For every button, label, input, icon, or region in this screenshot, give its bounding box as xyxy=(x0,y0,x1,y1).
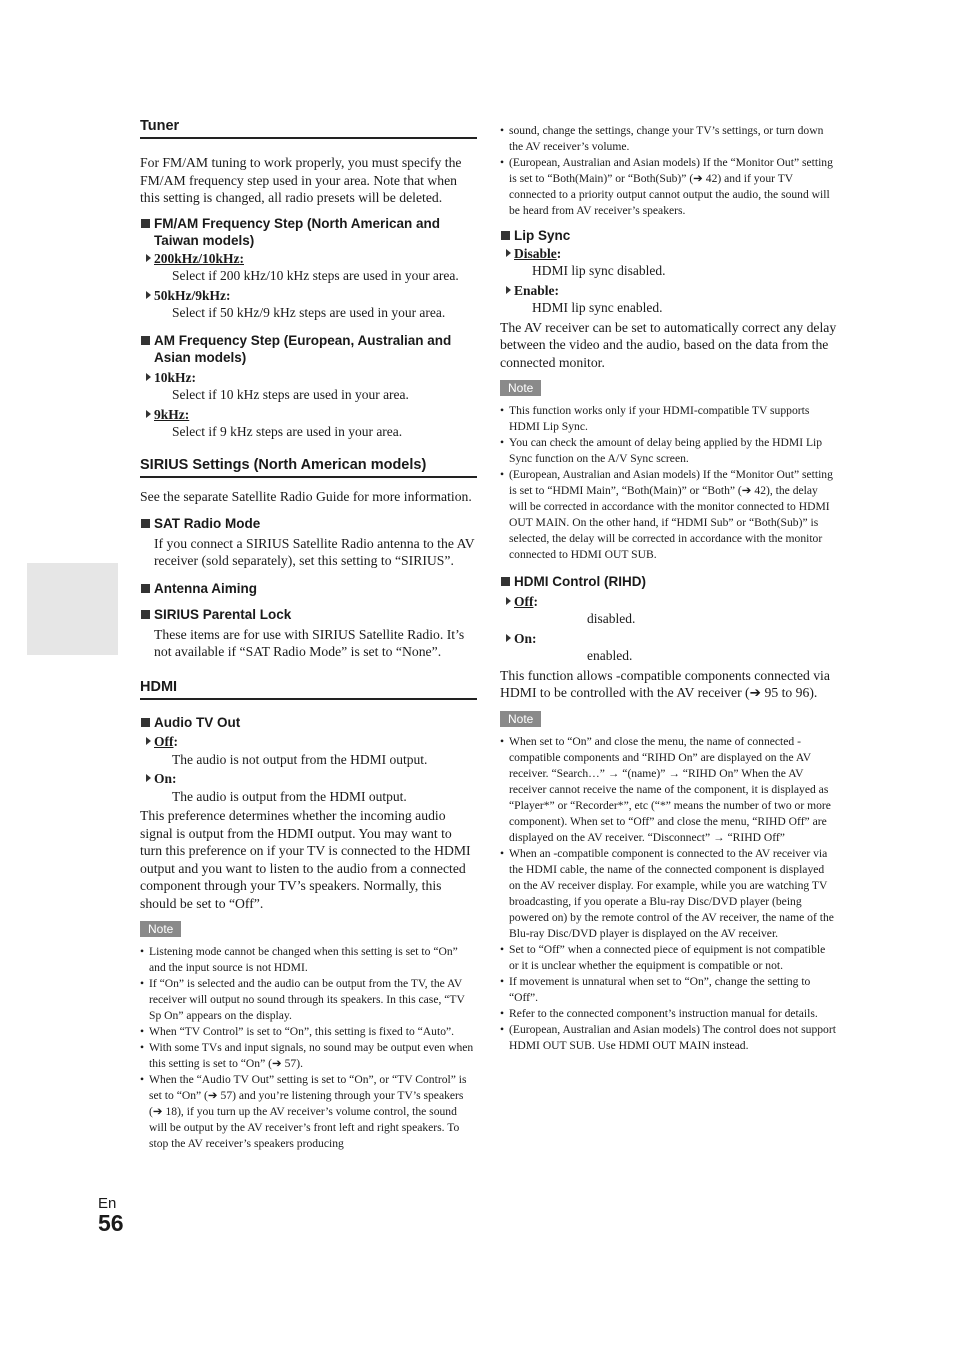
note-continuation: • sound, change the settings, change your TV’s settings, or turn down the AV receiver’s volume. xyxy=(500,123,837,155)
rihd-off-desc: disabled. xyxy=(587,611,636,626)
rihd-heading: HDMI Control (RIHD) xyxy=(500,573,837,591)
audio-tv-out-heading: Audio TV Out xyxy=(140,714,477,732)
sirius-heading: SIRIUS Settings (North American models) xyxy=(140,457,477,478)
parental-lock-heading: SIRIUS Parental Lock xyxy=(140,606,477,624)
language-label: En xyxy=(98,1195,117,1212)
rihd-notes-list xyxy=(500,734,837,1054)
note-item: • When set to “On” and close the menu, the name of connected -compatible components and “RIHD On” are displayed on the AV receiver. “Search…” → “(name)” → “RIHD On” When the AV receiver cannot receive the name of the component, it is displayed as “Player*” or “Recorder*”, etc (“*” means the number of two or more component). When set to “Off” and close the menu, “RIHD Off” are displayed on the AV receiver. “Disconnect” → “RIHD Off” xyxy=(500,734,837,846)
note-label: Note xyxy=(500,380,541,396)
am-option-1-desc: Select if 10 kHz steps are used in your area. xyxy=(172,387,409,402)
rihd-on-option: On: xyxy=(500,630,837,648)
fm-step-heading: FM/AM Frequency Step (North American and Taiwan models) xyxy=(140,215,477,250)
note-item: • When the “Audio TV Out” setting is set to “On”, or “TV Control” is set to “On” (➔ 57) and you’re listening through your TV’s speakers (➔ 18), if you turn up the AV receiver’s volume control, the sound will be output by the AV receiver’s front left and right speakers. To stop the AV receiver’s speakers producing xyxy=(140,1072,477,1152)
note-item: • If “On” is selected and the audio can be output from the TV, the AV receiver will output no sound through its speakers. In this case, “TV Sp On” appears on the display. xyxy=(140,976,477,1024)
page-number-value: 56 xyxy=(98,1210,124,1236)
note-item: • You can check the amount of delay being applied by the HDMI Lip Sync function on the A/V Sync screen. xyxy=(500,435,837,467)
rihd-body: This function allows -compatible components connected via HDMI to be controlled with the AV receiver (➔ 95 to 96). xyxy=(500,667,830,700)
note-item: • When “TV Control” is set to “On”, this setting is fixed to “Auto”. xyxy=(140,1024,477,1040)
continued-notes xyxy=(500,123,837,219)
am-step-heading: AM Frequency Step (European, Australian and Asian models) xyxy=(140,332,477,367)
note-item: • This function works only if your HDMI-compatible TV supports HDMI Lip Sync. xyxy=(500,403,837,435)
note-item: • Listening mode cannot be changed when this setting is set to “On” and the input source is not HDMI. xyxy=(140,944,477,976)
fm-option-1: 200kHz/10kHz: xyxy=(140,250,477,268)
lip-sync-body: The AV receiver can be set to automatically correct any delay between the video and the audio, based on the data from the connected monitor. xyxy=(500,319,837,370)
fm-option-2: 50kHz/9kHz: xyxy=(140,287,477,305)
note-item: • Set to “Off” when a connected piece of equipment is not compatible or it is unclear whether the equipment is compatible or not. xyxy=(500,942,837,974)
am-option-2-desc: Select if 9 kHz steps are used in your area. xyxy=(172,424,403,439)
lip-enable-desc: HDMI lip sync enabled. xyxy=(532,300,663,315)
audio-off-desc: The audio is not output from the HDMI output. xyxy=(172,751,428,767)
page-number xyxy=(98,1195,128,1237)
am-option-1: 10kHz: xyxy=(140,369,477,387)
audio-off-option: Off: xyxy=(140,733,477,751)
audio-notes-list xyxy=(140,944,477,1152)
sirius-intro: See the separate Satellite Radio Guide for more information. xyxy=(140,488,472,504)
note-item: • When an -compatible component is connected to the AV receiver via the HDMI cable, the name of the connected component is displayed on the AV receiver display. For example, while you are watching TV broadcasting, if you operate a Blu-ray Disc/DVD player (being powered on) by the remote control of the AV receiver, the name of the Blu-ray Disc/DVD player is displayed on the AV receiver. xyxy=(500,846,837,942)
rihd-off-option: Off: xyxy=(500,593,837,611)
lip-notes-list xyxy=(500,403,837,563)
sat-radio-heading: SAT Radio Mode xyxy=(140,515,477,533)
note-item: • (European, Australian and Asian models) If the “Monitor Out” setting is set to “HDMI Main”, “Both(Main)” or “Both” (➔ 42), the delay will be corrected in accordance with the monitor connected to HDMI OUT MAIN. On the other hand, if “HDMI Sub” or “Both(Sub)” is selected, the delay will be corrected in accordance with the monitor connected to HDMI OUT SUB. xyxy=(500,467,837,563)
audio-on-option: On: xyxy=(140,770,477,788)
lip-disable-option: Disable: xyxy=(500,245,837,263)
audio-on-desc: The audio is output from the HDMI output. xyxy=(172,788,407,804)
chapter-tab xyxy=(27,563,118,655)
am-option-2: 9kHz: xyxy=(140,406,477,424)
sat-radio-desc: If you connect a SIRIUS Satellite Radio antenna to the AV receiver (sold separately), set this setting to “SIRIUS”. xyxy=(154,535,475,568)
note-item: • (European, Australian and Asian models) If the “Monitor Out” setting is set to “Both(Main)” or “Both(Sub)” (➔ 42) and if your TV connected to a priority output cannot output the audio, the sound will be heard from AV receiver’s speakers. xyxy=(500,155,837,219)
audio-tv-out-body: This preference determines whether the incoming audio signal is output from the HDMI output. You may want to turn this preference on if your TV is connected to the HDMI output and you want to listen to the audio from a connected component through your TV’s speakers. Normally, this should be set to “Off”. xyxy=(140,808,471,911)
tuner-intro: For FM/AM tuning to work properly, you must specify the FM/AM frequency step used in your area. Note that when this setting is changed, all radio presets will be deleted. xyxy=(140,155,462,205)
fm-option-1-desc: Select if 200 kHz/10 kHz steps are used in your area. xyxy=(172,268,459,283)
note-item: • With some TVs and input signals, no sound may be output even when this setting is set to “On” (➔ 57). xyxy=(140,1040,477,1072)
note-label: Note xyxy=(500,711,541,727)
rihd-on-desc: enabled. xyxy=(587,648,633,663)
lip-disable-desc: HDMI lip sync disabled. xyxy=(532,263,666,278)
left-column xyxy=(140,118,477,1152)
note-label: Note xyxy=(140,921,181,937)
right-column xyxy=(500,123,837,1054)
note-item: • If movement is unnatural when set to “On”, change the setting to “Off”. xyxy=(500,974,837,1006)
antenna-heading: Antenna Aiming xyxy=(140,580,477,598)
note-item: • (European, Australian and Asian models) The control does not support HDMI OUT SUB. Use HDMI OUT MAIN instead. xyxy=(500,1022,837,1054)
fm-option-2-desc: Select if 50 kHz/9 kHz steps are used in your area. xyxy=(172,305,446,320)
lip-enable-option: Enable: xyxy=(500,282,837,300)
lip-sync-heading: Lip Sync xyxy=(500,227,837,245)
parental-lock-desc: These items are for use with SIRIUS Satellite Radio. It’s not available if “SAT Radio Mode” is set to “None”. xyxy=(154,626,465,659)
tuner-heading: Tuner xyxy=(140,118,477,139)
hdmi-heading: HDMI xyxy=(140,679,477,700)
note-item: • Refer to the connected component’s instruction manual for details. xyxy=(500,1006,837,1022)
